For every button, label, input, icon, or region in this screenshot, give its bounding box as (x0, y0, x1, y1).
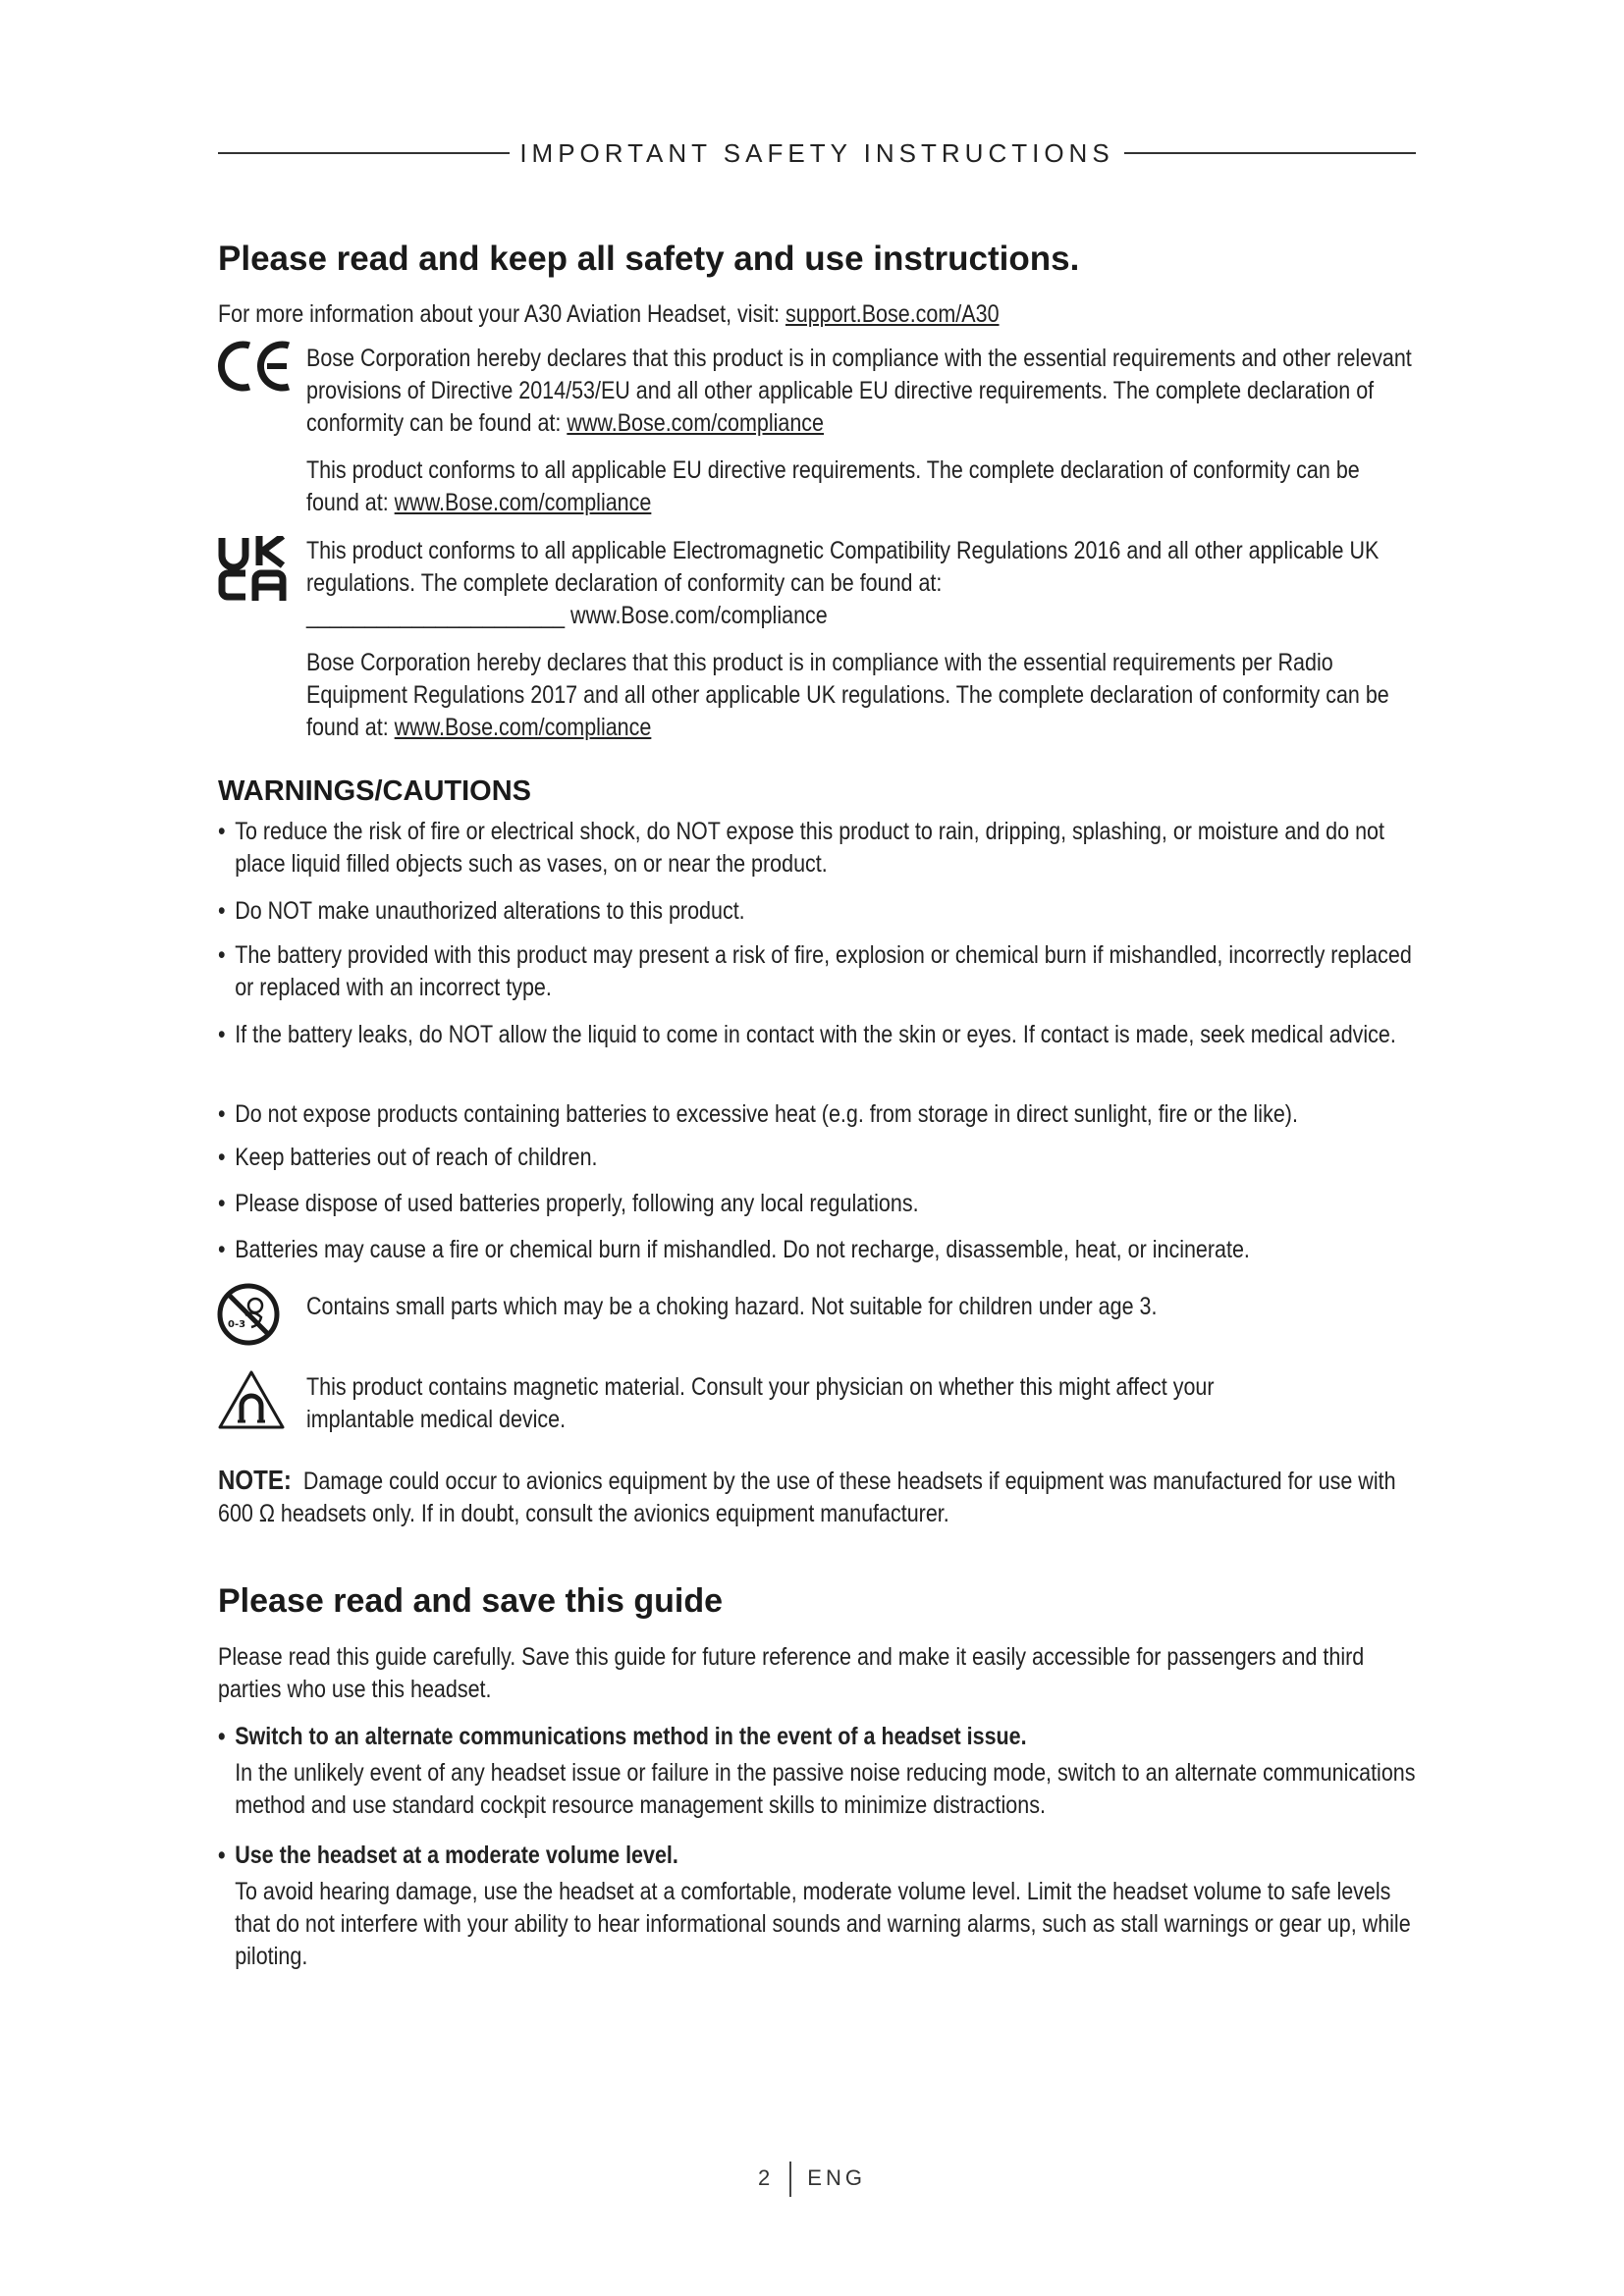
ukca-paragraph-1 (306, 535, 1413, 632)
compliance-link-3[interactable]: www.Bose.com/compliance (394, 714, 652, 741)
warning-item (218, 1142, 1417, 1174)
section-heading-guide: Please read and save this guide (218, 1582, 724, 1620)
page-header (218, 133, 1416, 173)
compliance-link-1[interactable]: www.Bose.com/compliance (567, 409, 825, 437)
guide-item-body: To avoid hearing damage, use the headset at a comfortable, moderate volume level. Limit the headset volume to safe levels that do not interfere with your ability to hear informational sounds and warning alarms, such as stall warnings or gear up, while piloting. (235, 1878, 1411, 1970)
magnetic-warning-icon (216, 1368, 287, 1431)
guide-intro: Please read this guide carefully. Save this guide for future reference and make it easily accessible for passengers and third parties who use this headset. (218, 1643, 1365, 1703)
guide-item (218, 1721, 1417, 1822)
ce-paragraph-2 (306, 454, 1413, 519)
warning-item-text: To reduce the risk of fire or electrical shock, do NOT expose this product to rain, dripping, splashing, or moisture and do not place liquid filled objects such as vases, on or near the product. (235, 818, 1384, 878)
warning-item-text: If the battery leaks, do NOT allow the liquid to come in contact with the skin or eyes. If contact is made, seek medical advice. (235, 1021, 1396, 1048)
warning-item-text: Keep batteries out of reach of children. (235, 1144, 598, 1171)
bullet-icon: • (218, 1100, 226, 1128)
footer-separator (789, 2162, 791, 2197)
header-title: IMPORTANT SAFETY INSTRUCTIONS (519, 137, 1114, 168)
choking-icon-label: 0-3 (228, 1319, 246, 1330)
intro-text: For more information about your A30 Aviation Headset, visit: (218, 300, 786, 328)
language-code: ENG (807, 2164, 866, 2190)
compliance-link-2[interactable]: www.Bose.com/compliance (394, 489, 652, 516)
ukca-paragraph-2 (306, 647, 1413, 744)
warning-item (218, 1188, 1417, 1220)
guide-item-title: Switch to an alternate communications method in the event of a headset issue. (235, 1723, 1027, 1750)
warning-item (218, 1234, 1417, 1266)
magnetic-warning-text: This product contains magnetic material. Consult your physician on whether this might affect your implantable medical device. (306, 1373, 1215, 1433)
bullet-icon: • (218, 941, 226, 969)
choking-hazard-text: Contains small parts which may be a choking hazard. Not suitable for children under age 3. (306, 1293, 1158, 1320)
warning-item (218, 1098, 1417, 1131)
ukca-paragraph-1-text: This product conforms to all applicable Electromagnetic Compatibility Regulations 2016 and all other applicable UK regulations. The complete declaration of conformity can be found at: (306, 537, 1380, 597)
ce-mark-icon (216, 340, 293, 393)
choking-hazard-icon (216, 1282, 281, 1347)
ukca-compliance-text: www.Bose.com/compliance (570, 602, 828, 629)
ce-paragraph-2-text: This product conforms to all applicable EU directive requirements. The complete declaration of conformity can be found at: (306, 456, 1360, 516)
warning-item (218, 816, 1417, 881)
warning-item-text: Batteries may cause a fire or chemical burn if mishandled. Do not recharge, disassemble, heat, or incinerate. (235, 1236, 1250, 1263)
warning-item-text: Please dispose of used batteries properly, following any local regulations. (235, 1190, 919, 1217)
page-footer (0, 2162, 1624, 2197)
warning-item (218, 895, 1417, 928)
ukca-paragraph-2-text: Bose Corporation hereby declares that this product is in compliance with the essential requirements per Radio Equipment Regulations 2017 and all other applicable UK regulations. The complete declaration of conformity can be found at: (306, 649, 1389, 741)
warnings-heading: WARNINGS/CAUTIONS (218, 775, 531, 807)
bullet-icon: • (218, 818, 226, 845)
warning-item-text: Do not expose products containing batteries to excessive heat (e.g. from storage in direct sunlight, fire or the like). (235, 1100, 1298, 1128)
warning-item-text: The battery provided with this product may present a risk of fire, explosion or chemical burn if mishandled, incorrectly replaced or replaced with an incorrect type. (235, 941, 1412, 1001)
bullet-icon: • (218, 897, 226, 925)
warning-item-text: Do NOT make unauthorized alterations to this product. (235, 897, 745, 925)
page-number: 2 (758, 2164, 775, 2190)
guide-item (218, 1840, 1417, 1973)
bullet-icon: • (218, 1144, 226, 1171)
bullet-icon: • (218, 1723, 226, 1750)
ukca-mark-icon (218, 536, 287, 601)
bullet-icon: • (218, 1236, 226, 1263)
warning-item (218, 939, 1417, 1004)
note-paragraph (218, 1464, 1417, 1530)
intro-paragraph (218, 298, 1485, 331)
bullet-icon: • (218, 1190, 226, 1217)
header-rule-left (218, 152, 510, 154)
guide-item-title: Use the headset at a moderate volume level. (235, 1842, 678, 1869)
ukca-blank-line: ______________________ (306, 602, 566, 629)
bullet-icon: • (218, 1842, 226, 1869)
note-text: Damage could occur to avionics equipment by the use of these headsets if equipment was manufactured for use with 600 Ω headsets only. If in doubt, consult the avionics equipment manufacturer. (218, 1468, 1396, 1527)
guide-item-body: In the unlikely event of any headset issue or failure in the passive noise reducing mode, switch to an alternate communications method and use standard cockpit resource management skills to minimize distractions. (235, 1759, 1416, 1819)
section-heading-safety: Please read and keep all safety and use instructions. (218, 240, 1080, 278)
ce-paragraph-1-text: Bose Corporation hereby declares that this product is in compliance with the essential requirements and other relevant provisions of Directive 2014/53/EU and all other applicable EU directive requirements. The complete declaration of conformity can be found at: (306, 345, 1412, 437)
bullet-icon: • (218, 1021, 226, 1048)
note-label: NOTE: (218, 1465, 292, 1495)
header-rule-right (1124, 152, 1416, 154)
ce-paragraph-1 (306, 343, 1413, 440)
support-link[interactable]: support.Bose.com/A30 (785, 300, 1000, 328)
warning-item (218, 1019, 1417, 1051)
